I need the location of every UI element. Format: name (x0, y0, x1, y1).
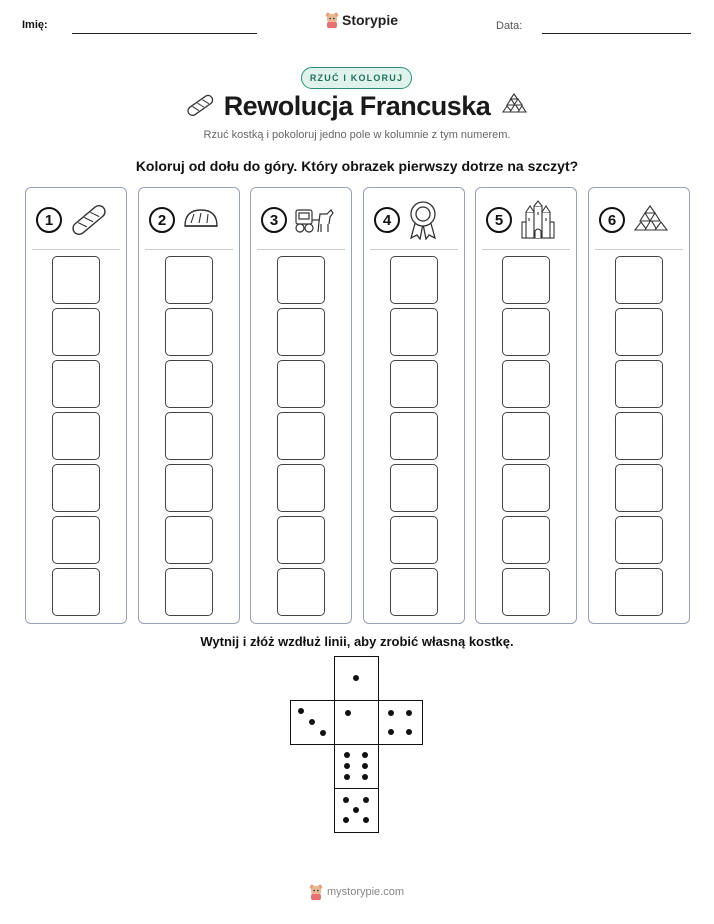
pip (388, 710, 394, 716)
pip (363, 797, 369, 803)
dice-face-3 (290, 700, 335, 745)
color-cell[interactable] (277, 308, 325, 356)
pip (344, 763, 350, 769)
color-cell[interactable] (165, 568, 213, 616)
color-cell[interactable] (615, 360, 663, 408)
color-cell[interactable] (390, 516, 438, 564)
instruction: Koloruj od dołu do góry. Który obrazek pierwszy dotrze na szczyt? (135, 158, 579, 174)
color-cell[interactable] (390, 256, 438, 304)
column-6 (588, 187, 690, 624)
footer-url[interactable]: mystorypie.com (327, 886, 405, 898)
column-number: 5 (486, 207, 512, 233)
color-cell[interactable] (52, 308, 100, 356)
pip (362, 752, 368, 758)
color-cell[interactable] (615, 464, 663, 512)
column-header (599, 200, 679, 240)
pip (406, 729, 412, 735)
color-cell[interactable] (502, 568, 550, 616)
color-cell[interactable] (502, 412, 550, 460)
color-cell[interactable] (165, 412, 213, 460)
color-cell[interactable] (615, 308, 663, 356)
baguette-icon (68, 200, 110, 240)
color-cell[interactable] (277, 568, 325, 616)
dice-face-1 (334, 656, 379, 701)
column-number: 4 (374, 207, 400, 233)
color-cell[interactable] (52, 360, 100, 408)
color-cell[interactable] (165, 516, 213, 564)
bear-icon (325, 12, 339, 28)
color-cell[interactable] (502, 360, 550, 408)
date-line[interactable] (542, 33, 691, 34)
color-cell[interactable] (165, 360, 213, 408)
cut-instruction: Wytnij i złóż wzdłuż linii, aby zrobić własną kostkę. (200, 634, 514, 649)
color-cell[interactable] (52, 568, 100, 616)
column-divider (32, 249, 120, 250)
color-cell[interactable] (165, 464, 213, 512)
pip (344, 774, 350, 780)
pip (343, 817, 349, 823)
column-header (486, 200, 566, 240)
color-cell[interactable] (502, 256, 550, 304)
column-number: 2 (149, 207, 175, 233)
color-cell[interactable] (502, 308, 550, 356)
page-title: Rewolucja Francuska (223, 91, 491, 121)
color-cell[interactable] (52, 412, 100, 460)
bread-icon (181, 200, 221, 240)
column-divider (145, 249, 233, 250)
color-cell[interactable] (52, 464, 100, 512)
color-cell[interactable] (52, 516, 100, 564)
pip (363, 817, 369, 823)
column-divider (595, 249, 683, 250)
footer (309, 884, 404, 900)
column-divider (257, 249, 345, 250)
brand-name: Storypie (342, 12, 399, 28)
dice-face-6 (334, 744, 379, 789)
bear-icon (309, 884, 323, 900)
pip (343, 797, 349, 803)
column-1 (25, 187, 127, 624)
column-3 (250, 187, 352, 624)
color-cell[interactable] (277, 412, 325, 460)
brand-logo (325, 12, 398, 28)
column-4 (363, 187, 465, 624)
column-number: 1 (36, 207, 62, 233)
color-cell[interactable] (615, 412, 663, 460)
name-label: Imię: (22, 19, 48, 31)
pip (353, 675, 359, 681)
color-cell[interactable] (615, 256, 663, 304)
color-cell[interactable] (165, 308, 213, 356)
color-cell[interactable] (165, 256, 213, 304)
column-2 (138, 187, 240, 624)
column-header (36, 200, 116, 240)
color-cell[interactable] (390, 568, 438, 616)
color-cell[interactable] (390, 360, 438, 408)
color-cell[interactable] (277, 516, 325, 564)
column-header (149, 200, 229, 240)
color-cell[interactable] (615, 568, 663, 616)
column-number: 3 (261, 207, 287, 233)
carriage-icon (293, 200, 337, 240)
column-number: 6 (599, 207, 625, 233)
color-cell[interactable] (615, 516, 663, 564)
pip (406, 710, 412, 716)
pip (362, 763, 368, 769)
dice-face-4 (378, 700, 423, 745)
column-header (261, 200, 341, 240)
date-label: Data: (496, 20, 523, 32)
dice-face-1-center (334, 700, 379, 745)
color-cell[interactable] (277, 464, 325, 512)
pip (362, 774, 368, 780)
pip (309, 719, 315, 725)
pip (353, 807, 359, 813)
color-cell[interactable] (502, 464, 550, 512)
column-5 (475, 187, 577, 624)
column-divider (370, 249, 458, 250)
pip (388, 729, 394, 735)
column-divider (482, 249, 570, 250)
column-header (374, 200, 454, 240)
color-cell[interactable] (390, 308, 438, 356)
dice-face-5 (334, 788, 379, 833)
pip (298, 708, 304, 714)
color-cell[interactable] (390, 412, 438, 460)
name-line[interactable] (72, 33, 257, 34)
pip (345, 710, 351, 716)
gems-icon (499, 92, 529, 116)
gems-icon (631, 200, 671, 240)
color-cell[interactable] (390, 464, 438, 512)
color-cell[interactable] (52, 256, 100, 304)
rosette-icon (406, 200, 440, 240)
pip (344, 752, 350, 758)
color-cell[interactable] (277, 360, 325, 408)
color-cell[interactable] (277, 256, 325, 304)
pip (320, 730, 326, 736)
castle-icon (518, 200, 558, 240)
subtitle: Rzuć kostką i pokoloruj jedno pole w kolumnie z tym numerem. (203, 129, 511, 141)
game-type-badge: RZUĆ I KOLORUJ (301, 67, 412, 89)
color-cell[interactable] (502, 516, 550, 564)
